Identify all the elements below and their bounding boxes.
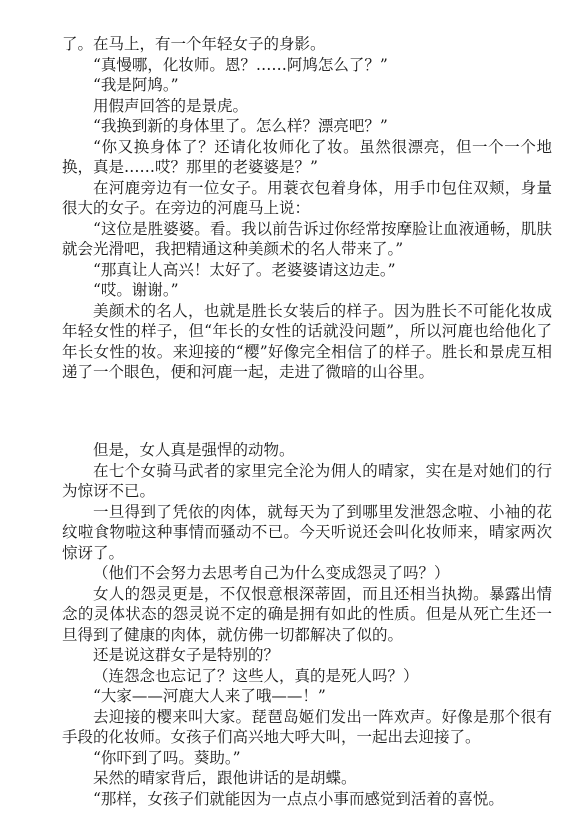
paragraph: 还是说这群女子是特别的？ [93,646,280,664]
paragraph: 了。在马上，有一个年轻女子的身影。 [62,35,326,53]
paragraph: 美颜术的名人，也就是胜长女装后的样子。因为胜长不可能化妆成年轻女性的样子，但“年长的女性的话就没问题”，所以河鹿也给他化了年长女性的妆。来迎接的“樱”好像完全相信了的样子。胜长和景虎互相递了一个眼色，便和河鹿一起，走进了微暗的山谷里。 [62,301,552,381]
paragraph: 用假声回答的是景虎。 [93,96,249,115]
paragraph: 但是，女人真是强悍的动物。 [93,441,295,459]
text-section-1 [62,34,552,383]
paragraph: “你又换身体了？还请化妆师化了妆。虽然很漂亮，但一个一个地换，真是……哎？那里的老婆婆是？” [62,137,552,176]
paragraph: “大家——河鹿大人来了哦——！” [93,687,326,705]
paragraph: “我是阿鸠。” [93,76,179,94]
paragraph: 呆然的晴家背后，跟他讲话的是胡蝶。 [93,769,357,787]
paragraph: 一旦得到了凭依的肉体，就每天为了到哪里发泄怨念啦、小袖的花纹啦食物啦这种事情而骚动不已。今天听说还会叫化妆师来，晴家两次惊讶了。 [62,502,552,562]
paragraph: 在河鹿旁边有一位女子。用蓑衣包着身体，用手巾包住双颊，身量很大的女子。在旁边的河鹿马上说： [62,178,552,217]
paragraph: “哎。谢谢。” [93,281,179,299]
paragraph: 女人的怨灵更是，不仅恨意根深蒂固，而且还相当执拗。暴露出情念的灵体状态的怨灵说不定的确是拥有如此的性质。但是从死亡生还一旦得到了健康的肉体，就仿佛一切都解决了似的。 [62,584,552,644]
paragraph: “真慢哪，化妆师。恩？……阿鸠怎么了？” [93,55,388,74]
paragraph: “这位是胜婆婆。看。我以前告诉过你经常按摩脸让血液通畅，肌肤就会光滑吧，我把精通这种美颜术的名人带来了。” [62,219,552,258]
paragraph: “你吓到了吗。葵助。” [93,748,241,767]
paragraph: “那真让人高兴！太好了。老婆婆请这边走。” [93,260,396,279]
paragraph: “我换到新的身体里了。怎么样？漂亮吧？” [93,117,388,135]
paragraph: “那样，女孩子们就能因为一点点小事而感觉到活着的喜悦。 [93,789,504,808]
paragraph: 去迎接的樱来叫大家。琵琶岛姬们发出一阵欢声。好像是那个很有手段的化妆师。女孩子们高兴地大呼大叫，一起出去迎接了。 [62,707,552,746]
paragraph: 在七个女骑马武者的家里完全沦为佣人的晴家，实在是对她们的行为惊讶不已。 [62,461,552,500]
paragraph: （连怨念也忘记了？这些人，真的是死人吗？） [93,666,419,685]
paragraph: （他们不会努力去思考自己为什么变成怨灵了吗？） [93,564,450,582]
text-section-2 [62,440,552,809]
